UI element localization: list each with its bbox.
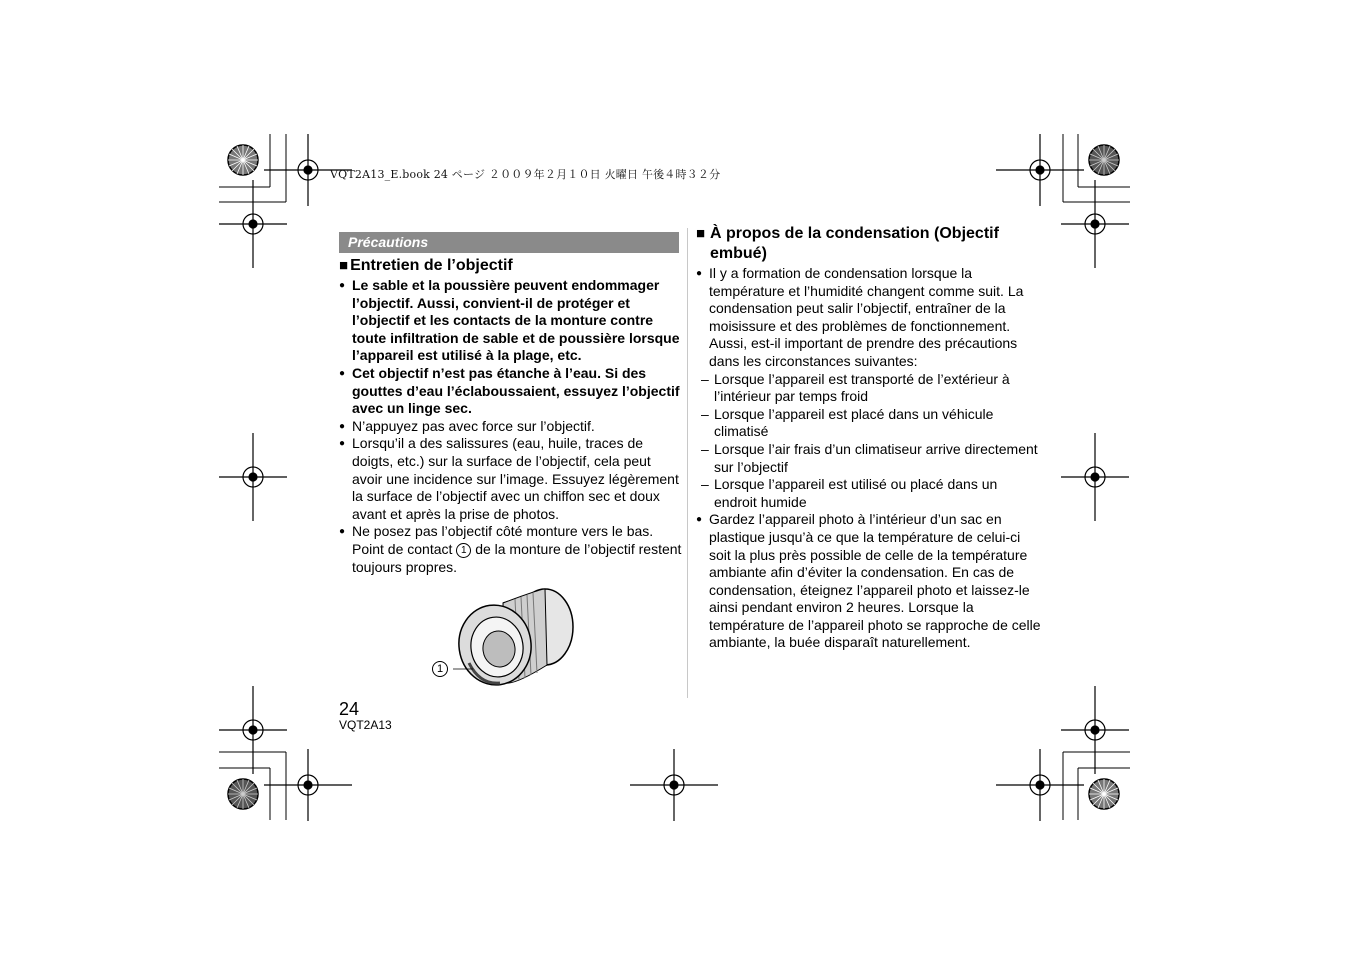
right-column [696,224,1041,652]
bullet-item: ● Il y a formation de condensation lorsque la température et l’humidité changent comme suit. La condensation peut salir l’objectif, entraîner de la moisissure et des problèmes de fonctionnement. Aussi, est-il important de prendre des précautions dans les circonstances suivantes: [696,265,1024,369]
right-heading [696,224,1041,264]
figure-callout-number: 1 [432,661,448,677]
bullet-item: ● Ne posez pas l’objectif côté monture vers le bas. Point de contact 1 de la monture de l’objectif restent toujours propres. [339,523,682,575]
right-heading-text: À propos de la condensation (Objectif embué) [710,225,999,262]
bullet-item: ● Lorsqu’il a des salissures (eau, huile, traces de doigts, etc.) sur la surface de l’objectif, cela peut avoir une incidence sur l’image. Essuyez légèrement la surface de l’objectif avec un chiffon sec et doux avant et après la prise de photos. [339,435,679,522]
bullet-dot-icon: ● [339,526,346,538]
dash-glyph: – [701,405,709,422]
left-heading [339,256,682,276]
square-bullet-icon: ■ [696,225,706,242]
bullet-item: ● N’appuyez pas avec force sur l’objectif. [339,417,595,434]
left-bullet-list [339,277,682,576]
left-column [339,256,682,576]
column-divider [687,228,688,698]
callout-number: 1 [456,543,471,558]
dash-glyph: – [701,440,709,457]
bullet-dot-icon: ● [696,268,703,279]
bullet-item: ● Gardez l’appareil photo à l’intérieur d’un sac en plastique jusqu’à ce que la température de celui-ci soit la plus près possible de celle de la température ambiante afin d’éviter la condensation. En cas de condensation, éteignez l’appareil photo et laissez-le ainsi pendant environ 2 heures. Lorsque la température de l’appareil photo se rapproche de celle ambiante, la buée disparaît naturellement. [696,511,1041,651]
bullet-dot-icon: ● [339,280,346,291]
bullet-dot-icon: ● [339,438,346,450]
left-heading-text: Entretien de l’objectif [350,257,513,274]
bullet-dot-icon: ● [339,420,346,432]
dash-glyph: – [701,476,709,493]
dash-item: – Lorsque l’appareil est transporté de l’extérieur à l’intérieur par temps froid [701,370,1010,405]
book-header-line: VQT2A13_E.book 24 ページ ２００９年２月１０日 火曜日 午後４時３２分 [330,168,721,181]
bullet-item: ● Cet objectif n’est pas étanche à l’eau. Si des gouttes d’eau l’éclaboussaient, essuyez l’objectif avec un linge sec. [339,364,680,417]
dash-item: – Lorsque l’appareil est utilisé ou placé dans un endroit humide [701,476,998,510]
bullet-item: ● Le sable et la poussière peuvent endommager l’objectif. Aussi, convient-il de protéger et l’objectif et les contacts de la monture contre toute infiltration de sable et de poussière lorsque l’appareil est utilisé à la plage, etc. [339,277,680,364]
lens-illustration [445,585,585,695]
dash-item: – Lorsque l’appareil est placé dans un véhicule climatisé [701,405,994,440]
page-number: 24 [339,699,360,719]
section-label: Précautions [348,234,429,250]
square-bullet-icon: ■ [339,257,349,274]
bullet-dot-icon: ● [696,514,703,526]
dash-item: – Lorsque l’air frais d’un climatiseur arrive directement sur l’objectif [701,440,1038,475]
dash-glyph: – [701,370,709,387]
right-content [696,265,1041,652]
section-band [339,232,679,253]
document-code: VQT2A13 [339,718,392,732]
bullet-dot-icon: ● [339,367,346,379]
